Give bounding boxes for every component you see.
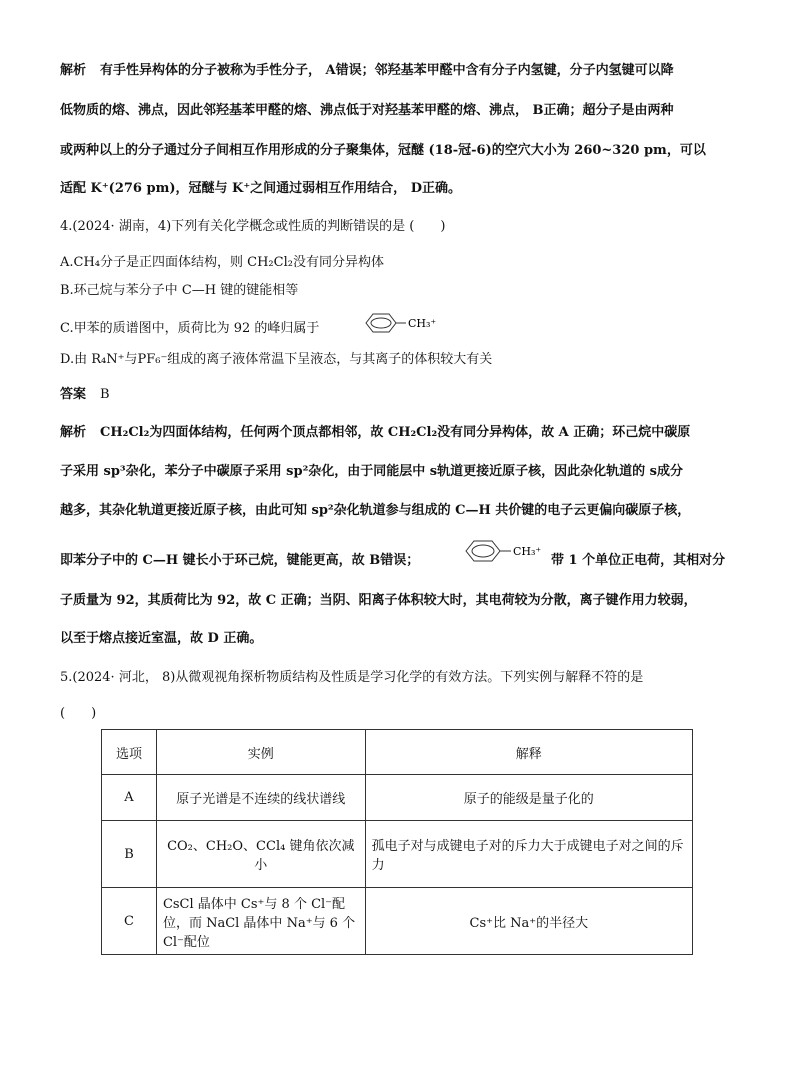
analysis2-line-6: 以至于熔点接近室温，故 D 正确。 [60,631,263,646]
row-explanation: 孤电子对与成键电子对的斥力大于成键电子对之间的斥力 [365,821,692,888]
header-example: 实例 [156,730,365,775]
answer-line [60,386,110,404]
option-d: D.由 R₄N⁺与PF₆⁻组成的离子液体常温下呈液态，与其离子的体积较大有关 [60,352,493,367]
question-4-stem: 4.(2024· 湖南，4)下列有关化学概念或性质的判断错误的是 ( ) [60,219,446,234]
row-example: CO₂、CH₂O、CCl₄ 键角依次减小 [156,821,365,888]
row-example: CsCl 晶体中 Cs⁺与 8 个 Cl⁻配位，而 NaCl 晶体中 Na⁺与 6 个 Cl⁻配位 [156,888,365,955]
answer-value: B [100,387,110,402]
ion-label: CH₃⁺ [408,317,437,330]
row-option: A [102,775,157,821]
analysis2-line-4b: 带 1 个单位正电荷，其相对分 [551,553,726,568]
analysis-line-1: 解析 有手性异构体的分子被称为手性分子， A错误；邻羟基苯甲醛中含有分子内氢键，分子内氢键可以降 [60,63,674,78]
table-header-row [102,730,693,775]
analysis-label: 解析 [60,63,87,78]
ion-label-2: CH₃⁺ [513,545,542,558]
option-a: A.CH₄分子是正四面体结构，则 CH₂Cl₂没有同分异构体 [60,255,384,270]
toluene-ion-structure-2 [456,536,544,566]
analysis2-line-1: 解析 CH₂Cl₂为四面体结构，任何两个顶点都相邻，故 CH₂Cl₂没有同分异构体，故 A 正确；环己烷中碳原 [60,425,691,440]
answer-label: 答案 [60,387,87,402]
option-c: C.甲苯的质谱图中，质荷比为 92 的峰归属于 [60,321,320,336]
analysis2-line-2: 子采用 sp³杂化，苯分子中碳原子采用 sp²杂化，由于同能层中 s轨道更接近原子核，因此杂化轨道的 s成分 [60,464,683,479]
table-row [102,821,693,888]
row-option: B [102,821,157,888]
option-b: B.环己烷与苯分子中 C—H 键的键能相等 [60,283,299,298]
question-5-paren: ( ) [60,706,97,721]
row-explanation: 原子的能级是量子化的 [365,775,692,821]
question-5-stem: 5.(2024· 河北， 8)从微观视角探析物质结构及性质是学习化学的有效方法。下列实例与解释不符的是 [60,670,644,685]
header-explanation: 解释 [365,730,692,775]
table-row [102,775,693,821]
row-explanation: Cs⁺比 Na⁺的半径大 [365,888,692,955]
analysis2-line-5: 子质量为 92，其质荷比为 92，故 C 正确；当阴、阳离子体积较大时，其电荷较为分散，离子键作用力较弱， [60,593,697,608]
toluene-ion-structure [356,310,438,336]
table-row [102,888,693,955]
header-option: 选项 [102,730,157,775]
analysis2-line-4a: 即苯分子中的 C—H 键长小于环己烷，键能更高，故 B错误； [60,553,420,568]
options-table [101,729,693,955]
row-option: C [102,888,157,955]
row-example: 原子光谱是不连续的线状谱线 [156,775,365,821]
analysis-line-3: 或两种以上的分子通过分子间相互作用形成的分子聚集体，冠醚 (18-冠-6)的空穴大小为 260~320 pm，可以 [60,143,706,158]
analysis-line-2: 低物质的熔、沸点，因此邻羟基苯甲醛的熔、沸点低于对羟基苯甲醛的熔、沸点， B正确；超分子是由两种 [60,103,674,118]
analysis2-label: 解析 [60,425,87,440]
analysis2-line-3: 越多，其杂化轨道更接近原子核，由此可知 sp²杂化轨道参与组成的 C—H 共价键的电子云更偏向碳原子核， [60,503,691,518]
analysis-line-4: 适配 K⁺(276 pm)，冠醚与 K⁺之间通过弱相互作用结合， D正确。 [60,181,461,196]
